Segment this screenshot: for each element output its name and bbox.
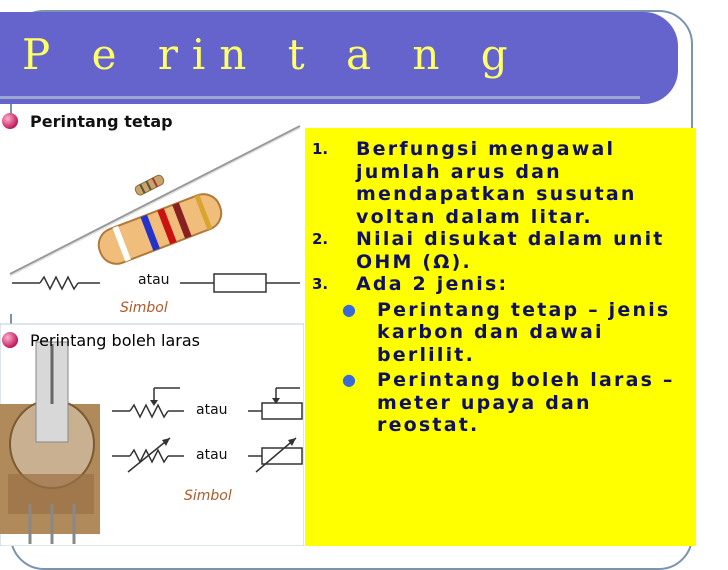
symbol-caption: Simbol xyxy=(184,488,232,504)
atau-label: atau xyxy=(138,272,170,288)
atau-label: atau xyxy=(196,447,228,463)
title-underline xyxy=(0,96,640,99)
list-item xyxy=(312,228,692,273)
resistor-drawing xyxy=(0,104,304,546)
item-text: Ada 2 jenis: xyxy=(356,273,509,295)
variable-resistor-label: Perintang boleh laras xyxy=(30,331,200,350)
item-number: 3. xyxy=(312,275,329,293)
item-number: 2. xyxy=(312,230,329,248)
item-number: 1. xyxy=(312,140,329,158)
pink-bullet-icon xyxy=(2,332,18,348)
slide-title: P e rin t a n g xyxy=(22,30,522,79)
symbol-caption: Simbol xyxy=(120,300,168,316)
sub-list-item xyxy=(342,299,692,367)
item-text: Berfungsi mengawal jumlah arus dan mendapatkan susutan voltan dalam litar. xyxy=(356,138,637,228)
point-list xyxy=(312,138,692,437)
bullet-dot-icon: ● xyxy=(342,370,359,389)
bullet-dot-icon: ● xyxy=(342,299,359,319)
list-item xyxy=(312,273,692,296)
sub-list-item xyxy=(342,369,692,437)
pink-bullet-icon xyxy=(2,113,18,129)
atau-label: atau xyxy=(196,402,228,418)
sub-item-text: Perintang tetap – jenis karbon dan dawai berlilit. xyxy=(377,298,671,366)
item-text: Nilai disukat dalam unit OHM (Ω). xyxy=(356,228,665,273)
resistor-illustration xyxy=(0,104,304,546)
fixed-resistor-label: Perintang tetap xyxy=(30,112,173,131)
list-item xyxy=(312,138,692,228)
sub-item-text: Perintang boleh laras – meter upaya dan reostat. xyxy=(377,369,675,436)
